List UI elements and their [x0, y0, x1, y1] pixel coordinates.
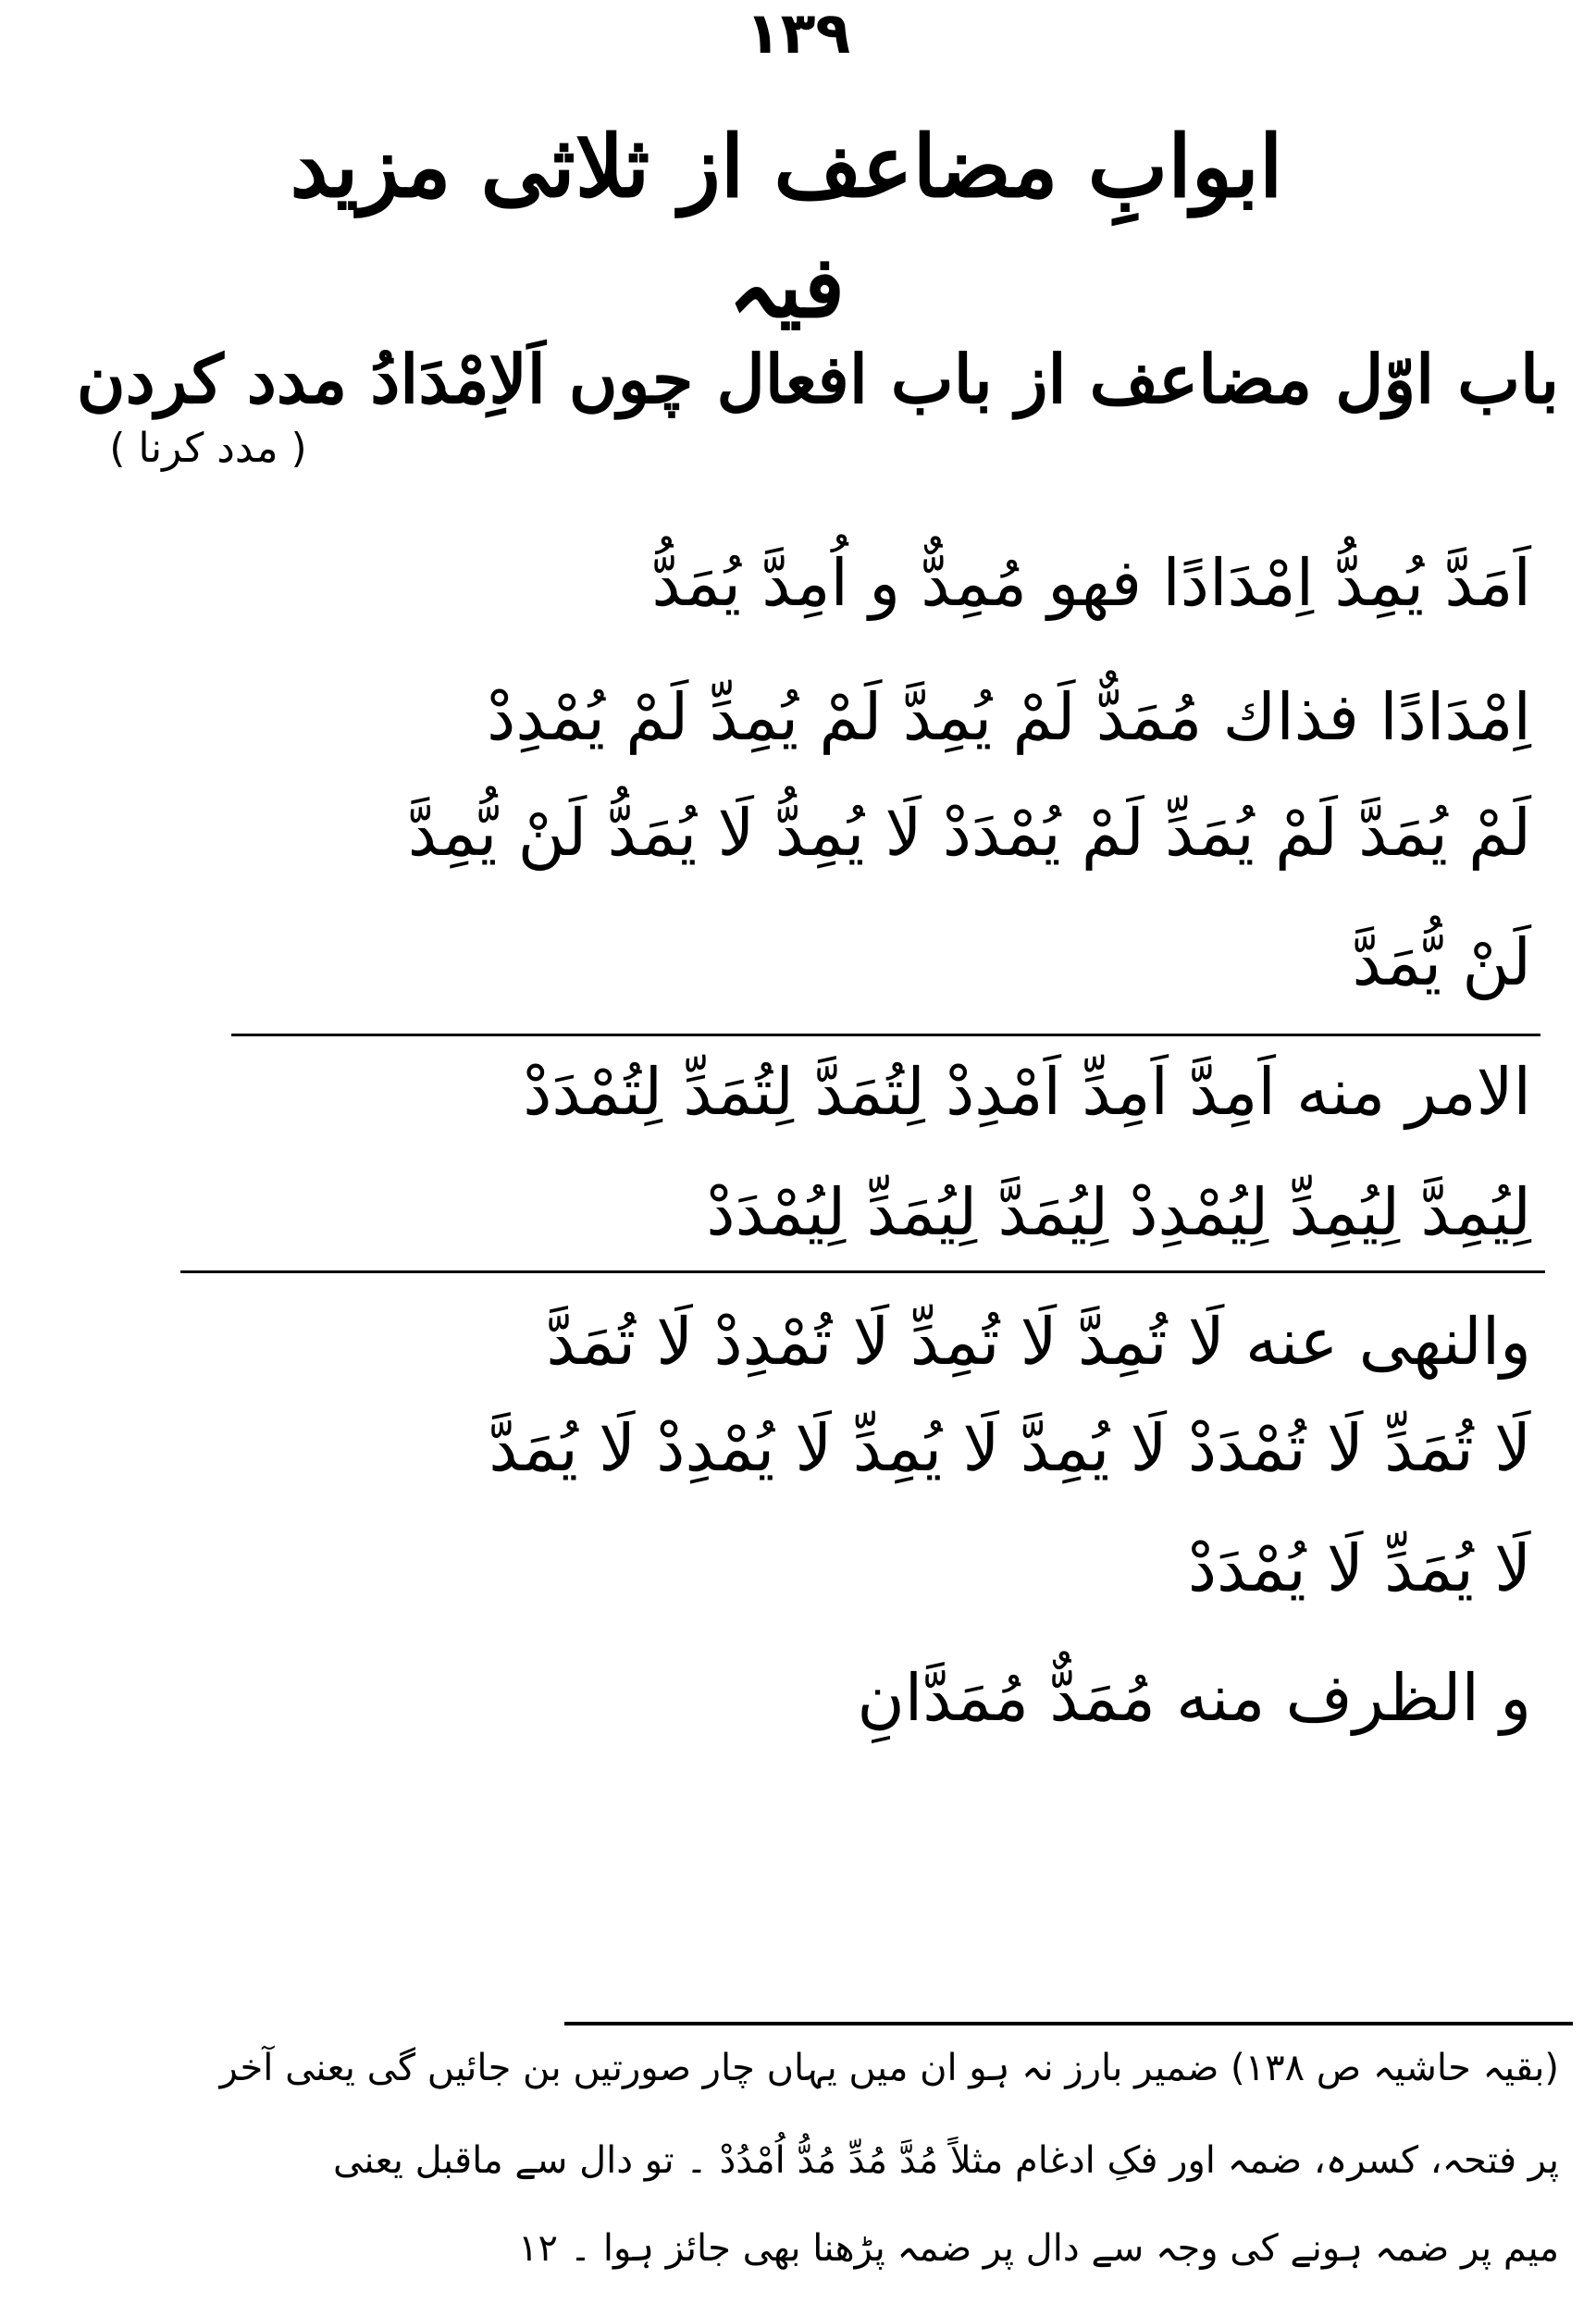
- text-line-5: الامر منه اَمِدَّ اَمِدِّ اَمْدِدْ لِتُمَدَّ لِتُمَدِّ لِتُمْدَدْ: [523, 1054, 1531, 1130]
- chapter-subtitle: ( مدد کرنا ): [109, 425, 307, 472]
- text-line-6: لِیُمِدَّ لِیُمِدِّ لِیُمْدِدْ لِیُمَدَّ لِیُمَدِّ لِیُمْدَدْ: [706, 1174, 1531, 1250]
- footnote-divider: [564, 2022, 1573, 2025]
- text-line-9: لَا یُمَدِّ لَا یُمْدَدْ: [1187, 1530, 1531, 1606]
- section-divider-amr: [231, 1034, 1540, 1036]
- footnote-line-2: پر فتحہ، کسرہ، ضمہ اور فکِ ادغام مثلاً مُدَّ مُدِّ مُدُّ اُمْدُدْ ۔ تو دال سے ماقبل یعنی: [333, 2139, 1559, 2182]
- footnote-line-1: (بقیہ حاشیہ ص ۱۳۸) ضمیر بارز نہ ہو ان میں یہاں چار صورتیں بن جائیں گی یعنی آخر: [219, 2047, 1559, 2089]
- page-number: ۱۳۹: [745, 0, 851, 67]
- text-line-8: لَا تُمَدِّ لَا تُمْدَدْ لَا یُمِدَّ لَا یُمِدِّ لَا یُمْدِدْ لَا یُمَدَّ: [489, 1410, 1531, 1486]
- page-title: ابوابِ مضاعف از ثلاثی مزید فیہ: [290, 117, 1283, 337]
- text-line-4: لَنْ یُّمَدَّ: [1352, 924, 1531, 1000]
- section-divider-nahi: [180, 1270, 1545, 1273]
- text-line-3: لَمْ یُمَدَّ لَمْ یُمَدِّ لَمْ یُمْدَدْ لَا یُمِدُّ لَا یُمَدُّ لَنْ یُّمِدَّ: [407, 795, 1531, 871]
- text-line-1: اَمَدَّ یُمِدُّ اِمْدَادًا فھو مُمِدٌّ و اُمِدَّ یُمَدُّ: [651, 545, 1531, 621]
- text-line-2: اِمْدَادًا فذاك مُمَدٌّ لَمْ یُمِدَّ لَمْ یُمِدِّ لَمْ یُمْدِدْ: [487, 679, 1531, 755]
- text-line-10: و الظرف منه مُمَدٌّ مُمَدَّانِ: [857, 1660, 1531, 1736]
- chapter-heading: باب اوّل مضاعف از باب افعال چوں اَلاِمْدَادُ مدد کردن: [76, 340, 1559, 418]
- footnote-line-3: میم پر ضمہ ہونے کی وجہ سے دال پر ضمہ پڑھنا بھی جائز ہوا ۔ ۱۲: [518, 2227, 1559, 2270]
- text-line-7: والنھی عنه لَا تُمِدَّ لَا تُمِدِّ لَا تُمْدِدْ لَا تُمَدَّ: [546, 1304, 1531, 1380]
